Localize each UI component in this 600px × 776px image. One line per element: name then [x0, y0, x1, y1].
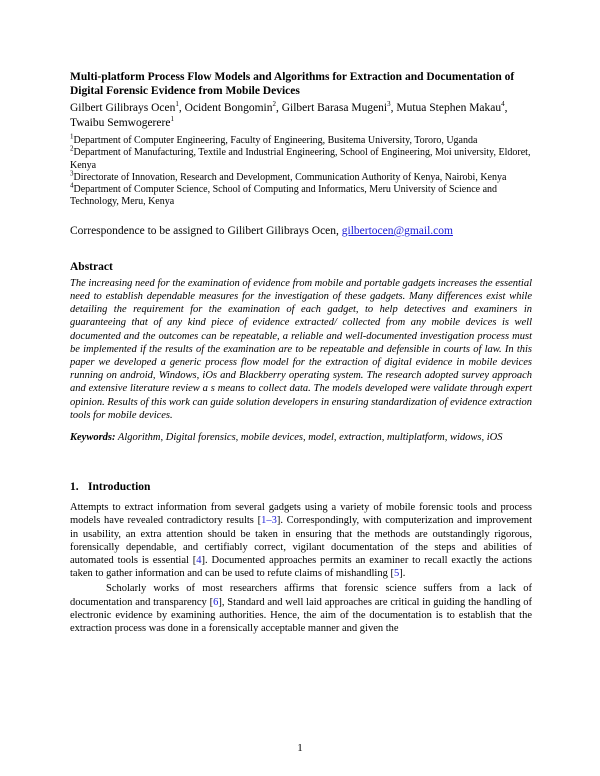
keywords-text: Algorithm, Digital forensics, mobile devices, model, extraction, multiplatform, widows, iOS	[115, 432, 503, 444]
abstract-heading: Abstract	[70, 260, 113, 273]
author-name: Gilbert Gilibrays Ocen	[70, 102, 176, 114]
author-name: Twaibu Semwogerere	[70, 116, 171, 129]
affiliation-mark: 4	[70, 181, 74, 190]
author-affiliation-mark: 3	[387, 100, 391, 109]
paragraph-text: ], Standard and well laid approaches are critical in guiding the handling of electronic evidence by examining authorities. Hence, the aim of the documentation is to establish that the extraction process was done in a forensically acceptable manner and given the	[70, 596, 532, 635]
correspondence	[70, 225, 532, 237]
affiliation-mark: 1	[70, 132, 74, 141]
affiliation-text: Department of Computer Science, School of Computing and Informatics, Meru University of Science and Technology, Meru, Kenya	[70, 184, 498, 208]
keywords	[70, 431, 532, 444]
author-affiliation-mark: 4	[501, 100, 505, 109]
author-list: Gilbert Gilibrays Ocen$^1$, Ocident Bongomin$^2$, Gilbert Barasa Mugeni$^3$, Mutua Stephen Makau$^4$, Twaibu Semwogerere$^1$	[70, 100, 508, 129]
paragraph-text: ]. Documented approaches permits an examiner to recall exactly the actions taken to gather information and can be used to refute claims of mishandling [	[70, 555, 533, 580]
affiliation-mark: 2	[70, 144, 74, 153]
affiliation	[70, 144, 532, 172]
author-name: Ocident Bongomin	[184, 102, 273, 114]
citation-link[interactable]: 4	[196, 555, 202, 567]
correspondence-text: Correspondence to be assigned to Gilibert Gilibrays Ocen,	[70, 224, 342, 237]
paragraph-text: ]. Correspondingly, with computerization and improvement in usability, an extra attention should be taken in ensuring that the methods are outstandingly rigorous, forensically dependable, and certifiably correct, vigilant documentation of the steps and abilities of automated tools is essential [	[70, 515, 532, 567]
citation-link[interactable]: 5	[393, 568, 400, 580]
section-heading-introduction	[70, 481, 532, 493]
citation-link[interactable]: 6	[213, 596, 219, 608]
page-number: 1	[297, 742, 303, 754]
email-link[interactable]: gilbertocen@gmail.com	[341, 224, 453, 237]
paragraph-text: Attempts to extract information from several gadgets using a variety of mobile forensic tools and process models have revealed contradictory results [	[70, 502, 532, 527]
affiliation-text: Department of Computer Engineering, Faculty of Engineering, Busitema University, Tororo, Uganda	[73, 135, 478, 146]
paragraph-text: ].	[399, 568, 406, 580]
section-number: 1.	[70, 481, 79, 494]
section-title: Introduction	[88, 481, 151, 494]
author-affiliation-mark: 1	[175, 100, 179, 109]
author-name: Mutua Stephen Makau	[396, 102, 502, 114]
affiliation	[70, 169, 532, 184]
affiliation-mark: 3	[70, 169, 74, 178]
intro-paragraph-1	[70, 501, 532, 580]
affiliation-list	[70, 132, 532, 209]
citation-link[interactable]: 1–3	[261, 515, 277, 527]
affiliation	[70, 132, 532, 147]
intro-paragraph-2	[70, 582, 532, 635]
author-affiliation-mark: 2	[272, 100, 276, 109]
author-affiliation-mark: 1	[170, 114, 174, 123]
paper-title: Multi-platform Process Flow Models and Algorithms for Extraction and Documentation of Digital Forensic Evidence from Mobile Devices	[70, 71, 515, 97]
keywords-label: Keywords:	[70, 432, 116, 444]
paragraph-text: Scholarly works of most researchers affirms that forensic science suffers from a lack of documentation and transparency [	[70, 583, 532, 608]
abstract-body: The increasing need for the examination of evidence from mobile and portable gadgets increases the essential need to establish dependable measures for the investigation of these gadgets. Many differences exist while detailing the requirement for the examination of each gadget, to help detectives and examiners in guaranteeing that of any kind piece of evidence extracted/ collected from any mobile devices is well documented and the outcomes can be repeatable, a reliable and well-documented investigation process must be implemented if the results of the examination are to be repeatable and defensible in courts of law. In this paper we developed a generic process flow model for the extraction of digital evidence in mobile devices running on android, Windows, iOs and Blackberry operating system. The research adopted survey approach and extensive literature review a s means to collect data. The models developed were validate through expert opinion. Results of this work can guide solution developers in ensuring standardization of evidence extraction tools for mobile devices.	[70, 277, 532, 421]
paper-page	[70, 70, 532, 635]
affiliation-text: Directorate of Innovation, Research and Development, Communication Authority of Kenya, Nairobi, Kenya	[73, 171, 507, 183]
affiliation	[70, 181, 532, 209]
author-name: Gilbert Barasa Mugeni	[281, 102, 388, 114]
affiliation-text: Department of Manufacturing, Textile and Industrial Engineering, School of Engineering, Moi university, Eldoret, Kenya	[70, 147, 531, 171]
